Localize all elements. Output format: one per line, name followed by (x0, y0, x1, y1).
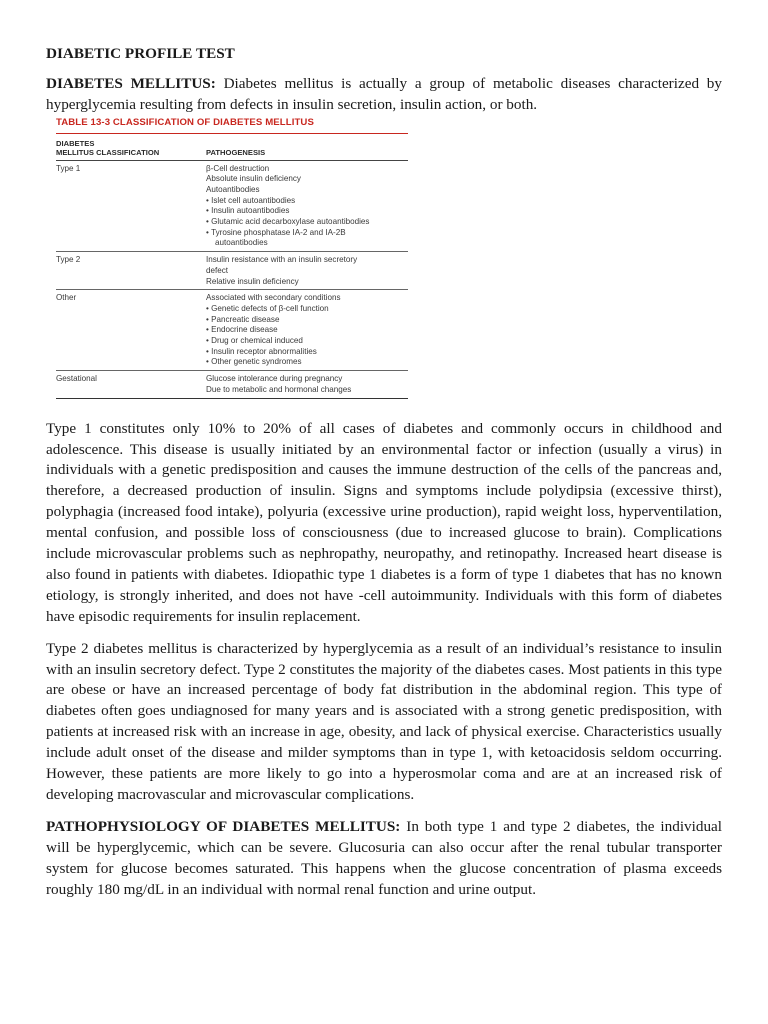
pathogenesis-cell (206, 374, 408, 395)
header-line: PATHOGENESIS (206, 148, 266, 158)
pathogenesis-line: • Drug or chemical induced (206, 336, 408, 347)
classification-table (56, 117, 408, 399)
pathogenesis-line: • Endocrine disease (206, 325, 408, 336)
pathogenesis-line: Insulin resistance with an insulin secretory (206, 255, 358, 265)
header-line: MELLITUS CLASSIFICATION (56, 148, 160, 158)
table-header-classification (56, 139, 206, 158)
table-row (56, 252, 408, 290)
pathogenesis-line: autoantibodies (215, 238, 268, 248)
document-page (46, 44, 722, 901)
header-line (206, 139, 408, 148)
table-row (56, 290, 408, 371)
table-row (56, 371, 408, 398)
pathophysiology-heading: PATHOPHYSIOLOGY OF DIABETES MELLITUS: (46, 817, 401, 835)
intro-text: Diabetes mellitus is actually a group of metabolic diseases characterized by hyperglycemia resulting from defects in insulin secretion, insulin action, or both. (46, 74, 722, 113)
pathogenesis-line: • Islet cell autoantibodies (206, 196, 408, 207)
table-body (56, 161, 408, 399)
pathogenesis-line: Due to metabolic and hormonal changes (206, 384, 352, 394)
pathogenesis-line: defect (206, 265, 229, 275)
pathophysiology-paragraph (46, 817, 722, 901)
intro-heading: DIABETES MELLITUS: (46, 74, 216, 92)
table-header-pathogenesis (206, 139, 408, 158)
pathogenesis-line: • Genetic defects of β-cell function (206, 304, 408, 315)
pathogenesis-line: Absolute insulin deficiency (206, 174, 301, 184)
table-header (56, 134, 408, 161)
pathogenesis-line: • Glutamic acid decarboxylase autoantibodies (206, 217, 408, 228)
pathogenesis-line: β-Cell destruction (206, 163, 270, 173)
pathogenesis-cell (206, 255, 408, 287)
table-title: TABLE 13-3 CLASSIFICATION OF DIABETES MELLITUS (56, 117, 408, 134)
pathogenesis-line: Glucose intolerance during pregnancy (206, 374, 343, 384)
pathogenesis-line: • Pancreatic disease (206, 315, 408, 326)
type1-paragraph: Type 1 constitutes only 10% to 20% of all cases of diabetes and commonly occurs in childhood and adolescence. This disease is usually initiated by an environmental factor or infection (usually a virus) in individuals with a genetic predisposition and causes the immune destruction of the cells of the pancreas and, therefore, a decreased production of insulin. Signs and symptoms include polydipsia (excessive thirst), polyphagia (increased food intake), polyuria (excessive urine production), rapid weight loss, hyperventilation, mental confusion, and possible loss of consciousness (due to increased glucose to brain). Complications include microvascular problems such as nephropathy, neuropathy, and retinopathy. Increased heart disease is also found in patients with diabetes. Idiopathic type 1 diabetes is a form of type 1 diabetes that has no known etiology, is strongly inherited, and does not have -cell autoimmunity. Individuals with this form of diabetes have episodic requirements for insulin replacement. (46, 419, 722, 625)
intro-paragraph (46, 74, 722, 116)
pathogenesis-line: • Insulin autoantibodies (206, 206, 408, 217)
classification-cell: Type 2 (56, 255, 81, 265)
classification-cell: Other (56, 293, 77, 303)
pathogenesis-cell (206, 164, 408, 250)
pathogenesis-line: • Insulin receptor abnormalities (206, 347, 408, 358)
pathogenesis-cell (206, 293, 408, 368)
classification-cell: Gestational (56, 374, 97, 384)
pathogenesis-line: Associated with secondary conditions (206, 293, 341, 303)
pathophysiology-text: In both type 1 and type 2 diabetes, the individual will be hyperglycemic, which can be severe. Glucosuria can also occur after the renal tubular transporter system for glucose becomes saturated. This happens when the glucose concentration of plasma exceeds roughly 180 mg/dL in an individual with normal renal function and urine output. (46, 817, 722, 898)
pathogenesis-line: Relative insulin deficiency (206, 276, 299, 286)
classification-cell: Type 1 (56, 163, 81, 173)
pathogenesis-line: • Other genetic syndromes (206, 357, 408, 368)
type2-paragraph: Type 2 diabetes mellitus is characterized by hyperglycemia as a result of an individual’s resistance to insulin with an insulin secretory defect. Type 2 constitutes the majority of the diabetes cases. Most patients in this type are obese or have an increased percentage of body fat distribution in the abdominal region. This type of diabetes often goes undiagnosed for many years and is associated with a strong genetic predisposition, with patients at increased risk with an increase in age, obesity, and lack of physical exercise. Characteristics usually include adult onset of the disease and milder symptoms than in type 1, with ketoacidosis seldom occurring. However, these patients are more likely to go into a hyperosmolar coma and are at an increased risk of developing macrovascular and microvascular complications. (46, 639, 722, 803)
pathogenesis-line: Autoantibodies (206, 184, 260, 194)
page-title: DIABETIC PROFILE TEST (46, 45, 235, 62)
pathogenesis-line: • Tyrosine phosphatase IA-2 and IA-2B (206, 228, 408, 239)
header-line: DIABETES (56, 138, 95, 148)
table-row (56, 161, 408, 253)
